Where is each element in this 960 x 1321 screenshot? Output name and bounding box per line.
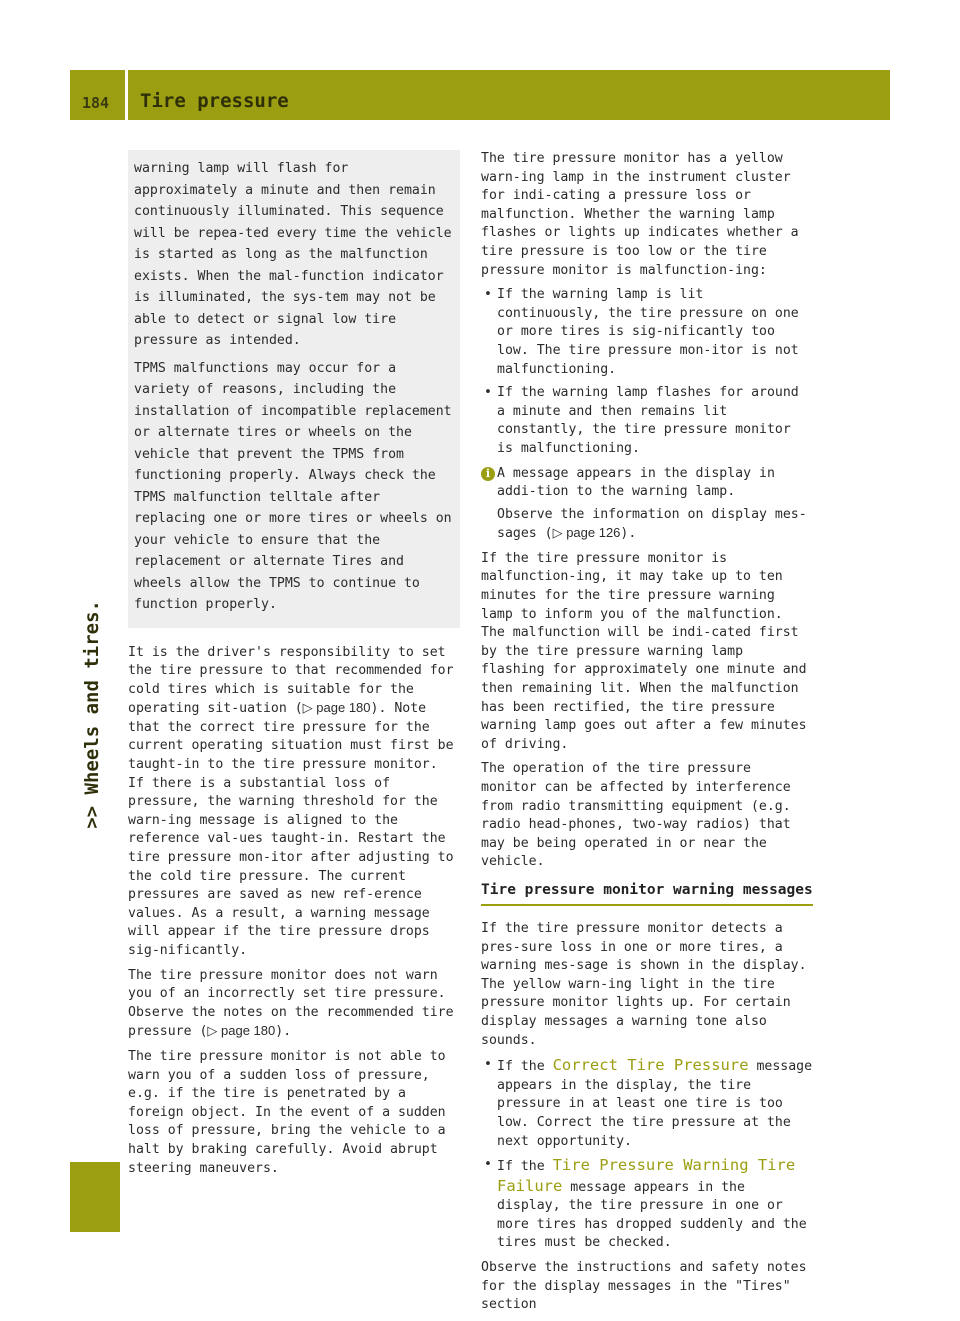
- section-heading: Tire pressure monitor warning messages: [481, 882, 813, 906]
- warning-box: [128, 150, 460, 628]
- text: It is the driver's responsibility to set the tire pressure to that recommended for cold tires which is suitable for the operating sit-uation (: [128, 644, 454, 717]
- bullet-list: [481, 286, 813, 458]
- info-icon: i: [481, 467, 495, 481]
- text: message appears in the display, the tire pressure in at least one tire is too low. Correct the tire pressure at the next opportunity.: [497, 1059, 813, 1149]
- page-reference-link[interactable]: ▷ page 180: [207, 1023, 276, 1039]
- list-item: • If the warning lamp flashes for around a minute and then remains lit constantly, the tire pressure monitor is malfunctioning.: [481, 384, 813, 458]
- text: ).: [275, 1024, 292, 1040]
- body-paragraph: [128, 644, 460, 961]
- warning-paragraph: warning lamp will flash for approximately a minute and then remain continuously illuminated. This sequence will be repea-ted every time the vehicle is started as long as the malfunction exists. When the mal-function indicator is illuminated, the sys-tem may not be able to detect or signal low tire pressure as intended.: [134, 161, 452, 348]
- right-column: [481, 150, 813, 1321]
- text: ). Note that the correct tire pressure for the current operating situation must first be taught-in to the tire pressure monitor. If there is a substantial loss of pressure, the warning threshold for the warn-ing message is aligned to the reference val-ues taught-in. Restart the tire pressure mon-itor after adjusting to the cold tire pressure. The current pressures are saved as new ref-erence values. As a result, a warning message will appear if the tire pressure drops sig-nificantly.: [128, 701, 454, 958]
- text: If the: [497, 1059, 553, 1075]
- list-item: • If the warning lamp is lit continuously, the tire pressure on one or more tires is sig-nificantly too low. The tire pressure mon-itor is not malfunctioning.: [481, 286, 813, 379]
- text: ).: [620, 526, 637, 542]
- page-reference-link[interactable]: ▷ page 180: [302, 700, 371, 716]
- bullet-list: [481, 1056, 813, 1253]
- list-item: [481, 1156, 813, 1253]
- info-note: [481, 465, 813, 544]
- list-item: [481, 1056, 813, 1151]
- body-paragraph: The tire pressure monitor is not able to warn you of a sudden loss of pressure, e.g. if the tire is penetrated by a foreign object. In the event of a sudden loss of pressure, bring the vehicle to a halt by braking carefully. Avoid abrupt steering maneuvers.: [128, 1048, 446, 1176]
- display-message: Correct Tire Pressure: [552, 1056, 749, 1075]
- text: If the: [497, 1159, 553, 1175]
- body-paragraph: Observe the instructions and safety notes for the display messages in the "Tires" section: [481, 1260, 807, 1313]
- header-divider: [125, 70, 128, 120]
- info-paragraph: [497, 506, 813, 544]
- body-paragraph: If the tire pressure monitor is malfunction-ing, it may take up to ten minutes for the tire pressure warning lamp to inform you of the malfunction. The malfunction will be indi-cated first by the tire pressure warning lamp flashing for approximately one minute and then remaining lit. When the malfunction has been rectified, the tire pressure warning lamp goes out after a few minutes of driving.: [481, 550, 807, 752]
- page-number: 184: [82, 94, 110, 112]
- warning-paragraph: TPMS malfunctions may occur for a variety of reasons, including the installation of incompatible replacement or alternate tires or wheels on the vehicle that prevent the TPMS from functioning properly. Always check the TPMS malfunction telltale after replacing one or more tires or wheels on your vehicle to ensure that the replacement or alternate Tires and wheels allow the TPMS to continue to function properly.: [134, 360, 452, 612]
- text: message appears in the display, the tire pressure in one or more tires has dropped suddenly and the tires must be checked.: [497, 1179, 807, 1251]
- chapter-marker: [70, 1162, 120, 1232]
- left-column: [128, 150, 460, 1184]
- chapter-tab[interactable]: >> Wheels and tires.: [81, 600, 103, 829]
- display-message: Tire Pressure Warning Tire Failure: [497, 1156, 796, 1195]
- body-paragraph: [128, 967, 460, 1042]
- page-reference-link[interactable]: ▷ page 126: [552, 525, 621, 541]
- body-paragraph: The operation of the tire pressure monitor can be affected by interference from radio transmitting equipment (e.g. radio head-phones, two-way radios) that may be being operated in or near the vehicle.: [481, 761, 791, 870]
- text: The tire pressure monitor does not warn you of an incorrectly set tire pressure. Observe the notes on the recommended tire pressure (: [128, 967, 454, 1040]
- info-paragraph: A message appears in the display in addi-tion to the warning lamp.: [497, 465, 775, 500]
- body-paragraph: If the tire pressure monitor detects a pres-sure loss in one or more tires, a warning mes-sage is shown in the display. The yellow warn-ing light in the tire pressure monitor lights up. For certain display messages a warning tone also sounds.: [481, 920, 807, 1048]
- body-paragraph: The tire pressure monitor has a yellow warn-ing lamp in the instrument cluster for indi-cating a pressure loss or malfunction. Whether the warning lamp flashes or lights up indicates whether a tire pressure is too low or the tire pressure monitor is malfunction-ing:: [481, 151, 799, 278]
- page-title: Tire pressure: [140, 90, 289, 112]
- text: Observe the information on display mes-sages (: [497, 506, 807, 542]
